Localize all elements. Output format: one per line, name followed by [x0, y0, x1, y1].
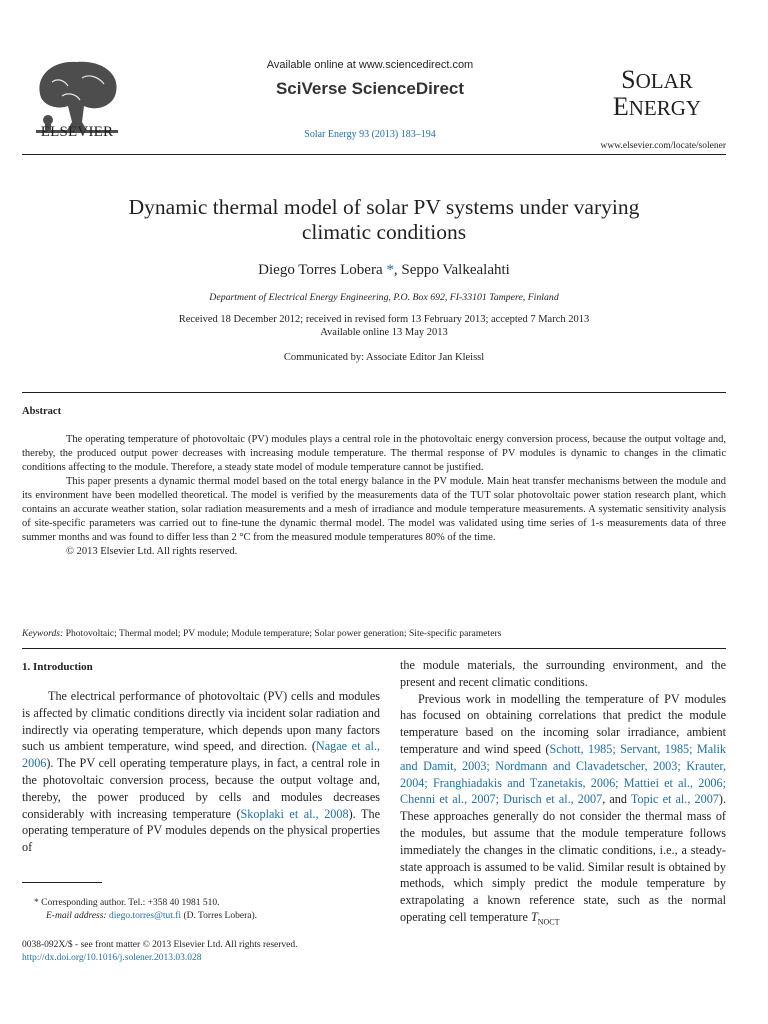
article-history-dates: Received 18 December 2012; received in revised form 13 February 2013; accepted 7 March 2013 — [178, 314, 590, 325]
available-online-date: Available online 13 May 2013 — [320, 327, 448, 338]
journal-citation-link[interactable]: Solar Energy 93 (2013) 183–194 — [304, 129, 436, 140]
intro-right-column — [400, 657, 726, 931]
author-name: Diego Torres Lobera — [258, 262, 383, 278]
symbol-T: T — [530, 909, 538, 924]
abstract-body — [22, 433, 726, 559]
journal-title-line1-rest: OLAR — [635, 69, 693, 93]
intro-left-column — [22, 688, 380, 856]
footnote-rule — [22, 882, 102, 883]
journal-title-logo — [586, 67, 728, 121]
article-title-line1: Dynamic thermal model of solar PV systems under varying — [128, 195, 640, 219]
article-title — [60, 195, 708, 245]
email-label: E-mail address: — [46, 911, 107, 921]
abstract-bottom-rule — [22, 648, 726, 649]
doi-link[interactable]: http://dx.doi.org/10.1016/j.solener.2013.03.028 — [22, 953, 202, 963]
citation-link[interactable]: Nagae et al., 2006 — [22, 739, 380, 771]
communicated-by: Communicated by: Associate Editor Jan Kleissl — [283, 352, 485, 363]
abstract-paragraph: This paper presents a dynamic thermal model based on the total energy balance in the PV module. Main heat transfer mechanisms between the module and its environment have been modelled theoretical. The model is verified by the measurements data of the TUT solar photovoltaic power station research plant, which contains an accurate weather station, solar radiation measurements and a mesh of irradiance and module temperature measurements. A systematic sensitivity analysis of site-specific parameters was carried out to fine-tune the dynamic thermal model. The model was validated using time series of 1-s measurements data of three summer months and was found to differ less than 2 °C from the measured module temperatures 80% of the time. — [22, 476, 726, 543]
author-name: Seppo Valkealahti — [401, 262, 510, 278]
abstract-heading: Abstract — [22, 406, 62, 417]
citation-link[interactable]: Topic et al., 2007 — [630, 792, 719, 807]
intro-paragraph: Previous work in modelling the temperature of PV modules has focused on obtaining correlations that predict the module temperature based on the incoming solar irradiance, ambient temperature and wind speed (Schott, 1985; Servant, 1985; Malik and Damit, 2003; Nordmann and Clavadetscher, 2003; Krauter, 2004; Franghiadakis and Tzanetakis, 2006; Mattiei et al., 2006; Chenni et al., 2007; Durisch et al., 2007, and Topic et al., 2007). These approaches generally do not consider the thermal mass of the modules, but assume that the module temperature follows immediately the changes in the climatic conditions, i.e., a steady-state approach is assumed to be valid. Similar result is obtained by methods, which simply predict the module temperature by extrapolating a known reference state, such as the normal operating cell temperature $T_{NOCT}$ — [400, 691, 726, 927]
citation-link[interactable]: Schott, 1985; Servant, 1985; Malik and Damit, 2003; Nordmann and Clavadetscher, 2003; Krauter, 2004; Franghiadakis and Tzanetakis, 2006; Mattiei et al., 2006; Chenni et al., 2007; Durisch et al., 2007 — [400, 741, 726, 807]
journal-title-line1-cap: S — [621, 65, 636, 94]
intro-paragraph: The electrical performance of photovoltaic (PV) cells and modules is affected by climatic conditions directly via incident solar radiation and indirectly via operating temperature, which depends upon many factors such us ambient temperature, wind speed, and direction. (Nagae et al., 2006). The PV cell operating temperature plays, in fact, a central role in the photovoltaic conversion process, because the output voltage and, thereby, the power produced by cells and modules decreases considerably with increasing temperature (Skoplaki et al., 2008). The operating temperature of PV modules depends on the physical properties of — [22, 689, 380, 855]
article-title-line2: climatic conditions — [301, 220, 467, 244]
author-affiliation: Department of Electrical Energy Engineering, P.O. Box 692, FI-33101 Tampere, Finland — [209, 292, 559, 303]
abstract-top-rule — [22, 392, 726, 393]
intro-paragraph: the module materials, the surrounding environment, and the present and recent climatic conditions. — [400, 658, 726, 689]
journal-url-link[interactable]: www.elsevier.com/locate/solener — [600, 141, 726, 151]
email-link[interactable]: diego.torres@tut.fi — [106, 911, 182, 921]
corresponding-author-mark[interactable]: * — [386, 262, 394, 278]
section-heading-introduction: 1. Introduction — [22, 661, 93, 673]
available-online-text: Available online at www.sciencedirect.com — [266, 59, 474, 71]
journal-title-line2-cap: E — [612, 92, 629, 121]
keywords-text: Photovoltaic; Thermal model; PV module; Module temperature; Solar power generation; Site-specific parameters — [63, 628, 502, 639]
keywords-label: Keywords: — [22, 628, 64, 639]
author-list — [60, 262, 708, 279]
journal-title-line2-rest: NERGY — [628, 96, 702, 120]
citation-link[interactable]: Skoplaki et al., 2008 — [240, 806, 349, 821]
header-rule — [22, 154, 726, 155]
abstract-paragraph: The operating temperature of photovoltaic (PV) modules plays a central role in the photovoltaic energy conversion process, because the output voltage and, thereby, the produced output power decreases with increasing module temperature. The thermal response of PV modules is dynamic to changes in the climatic conditions affecting to the module. Therefore, a steady state model of module temperature cannot be justified. — [22, 434, 726, 473]
corresponding-author-footnote: * Corresponding author. Tel.: +358 40 1981 510. — [34, 898, 220, 908]
keywords — [22, 628, 726, 639]
symbol-subscript: NOCT — [537, 917, 560, 927]
abstract-copyright: © 2013 Elsevier Ltd. All rights reserved. — [66, 546, 238, 557]
email-footnote — [46, 911, 386, 921]
sciverse-sciencedirect-logo: SciVerse ScienceDirect — [275, 79, 465, 98]
author-separator: , — [393, 262, 402, 278]
publisher-name: ELSEVIER — [40, 124, 114, 140]
email-suffix: (D. Torres Lobera). — [181, 911, 257, 921]
issn-copyright-line: 0038-092X/$ - see front matter © 2013 Elsevier Ltd. All rights reserved. — [22, 940, 298, 950]
